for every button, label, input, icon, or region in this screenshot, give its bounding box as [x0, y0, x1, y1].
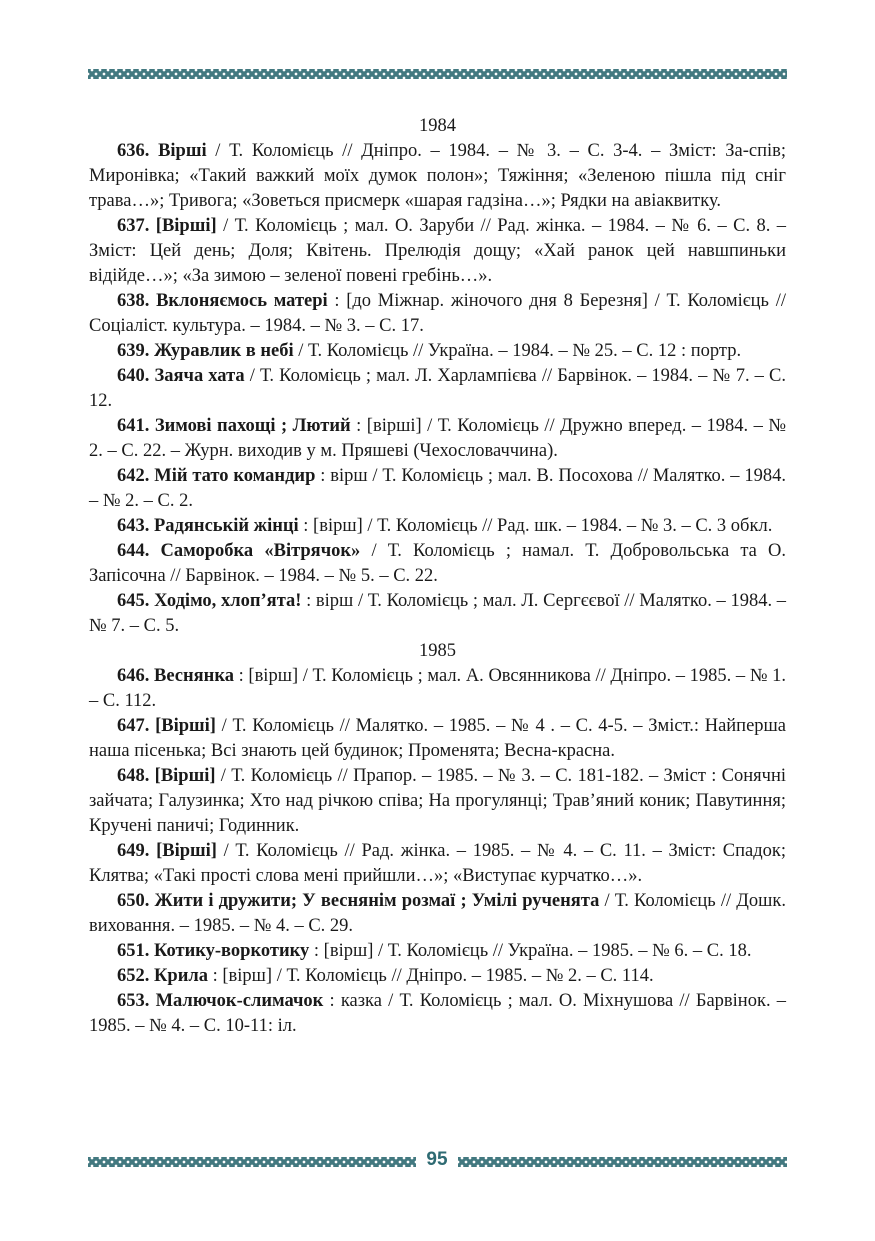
entry-title: Вірші	[158, 141, 207, 161]
bibliography-entry	[89, 939, 786, 964]
bibliography-entry	[89, 664, 786, 714]
entry-title: Зимові пахощі ; Лютий	[154, 416, 351, 436]
entry-title: [Вірші]	[154, 766, 216, 786]
entry-title: Веснянка	[154, 666, 234, 686]
entry-number: 636.	[117, 141, 150, 161]
bibliography-entry	[89, 364, 786, 414]
entry-details: / Т. Коломієць ; намал. Т. Добровольська та О. Запісочна // Барвінок. – 1984. – № 5. – С. 22.	[89, 541, 786, 586]
entry-details: : [вірш] / Т. Коломієць // Україна. – 1985. – № 6. – С. 18.	[309, 941, 752, 961]
entry-title: [Вірші]	[156, 841, 217, 861]
entry-number: 649.	[117, 841, 150, 861]
bibliography-entry	[89, 989, 786, 1039]
entry-details: / Т. Коломієць // Дніпро. – 1984. – № 3. – С. 3-4. – Зміст: За-спів; Миронівка; «Такий важкий моїх думок полон»; Тяжіння; «Зеленою пішла під сніг трава…»; Тривога; «Зоветься присмерк «шарая гадзіна…»; Рядки на авіаквитку.	[89, 141, 787, 211]
bibliography-content	[89, 114, 786, 1039]
entry-title: [Вірші]	[155, 716, 216, 736]
entry-number: 652.	[117, 966, 150, 986]
entry-number: 647.	[117, 716, 150, 736]
entry-details: : [до Міжнар. жіночого дня 8 Березня] / Т. Коломієць // Соціаліст. культура. – 1984. – № 3. – С. 17.	[89, 291, 786, 336]
entry-details: : вірш / Т. Коломієць ; мал. Л. Сергєєвої // Малятко. – 1984. – № 7. – С. 5.	[89, 591, 787, 636]
bottom-ornament-right	[458, 1157, 787, 1167]
entry-details: : казка / Т. Коломієць ; мал. О. Міхнушова // Барвінок. – 1985. – № 4. – С. 10-11: іл.	[89, 991, 787, 1036]
bibliography-entry	[89, 964, 786, 989]
bibliography-entry	[89, 764, 786, 839]
bibliography-entry	[89, 139, 786, 214]
entry-title: Жити і дружити; У веснянім розмаї ; Умілі рученята	[154, 891, 600, 911]
entry-details: : [вірш] / Т. Коломієць ; мал. А. Овсянникова // Дніпро. – 1985. – № 1. – С. 112.	[89, 666, 787, 711]
entry-number: 646.	[117, 666, 150, 686]
entry-number: 650.	[117, 891, 150, 911]
top-ornament-border	[88, 69, 787, 79]
bibliography-entry	[89, 839, 786, 889]
entry-title: Заяча хата	[154, 366, 245, 386]
entry-title: Радянській жінці	[154, 516, 299, 536]
entry-number: 640.	[117, 366, 150, 386]
bibliography-entry	[89, 214, 786, 289]
bibliography-entry	[89, 589, 786, 639]
entry-details: / Т. Коломієць // Рад. жінка. – 1985. – № 4. – С. 11. – Зміст: Спадок; Клятва; «Такі прості слова мені прийшли…»; «Виступає курчатко…».	[89, 841, 787, 886]
entry-number: 641.	[117, 416, 150, 436]
entry-number: 644.	[117, 541, 150, 561]
year-heading: 1984	[419, 116, 456, 136]
bibliography-entry	[89, 339, 786, 364]
entry-title: Журавлик в небі	[154, 341, 294, 361]
bibliography-entry	[89, 714, 786, 764]
entry-details: : [вірші] / Т. Коломієць // Дружно вперед. – 1984. – № 2. – С. 22. – Журн. виходив у м. Пряшеві (Чехословаччина).	[89, 416, 786, 461]
entry-number: 643.	[117, 516, 150, 536]
entry-title: Саморобка «Вітрячок»	[160, 541, 361, 561]
entry-details: / Т. Коломієць ; мал. Л. Харлампієва // Барвінок. – 1984. – № 7. – С. 12.	[89, 366, 787, 411]
entry-details: : вірш / Т. Коломієць ; мал. В. Посохова // Малятко. – 1984. – № 2. – С. 2.	[89, 466, 786, 511]
entry-number: 645.	[117, 591, 150, 611]
entry-details: / Т. Коломієць ; мал. О. Заруби // Рад. жінка. – 1984. – № 6. – С. 8. – Зміст: Цей день; Доля; Квітень. Прелюдія дощу; «Хай ранок цей навшпиньки відійде…»; «За зимою – зеленої повені гребінь…».	[89, 216, 787, 286]
bottom-ornament-left	[88, 1157, 416, 1167]
entry-details: / Т. Коломієць // Україна. – 1984. – № 25. – С. 12 : портр.	[293, 341, 742, 361]
bibliography-entry	[89, 464, 786, 514]
bibliography-entry	[89, 889, 786, 939]
entry-number: 639.	[117, 341, 150, 361]
entry-number: 642.	[117, 466, 150, 486]
entry-title: Мій тато командир	[154, 466, 316, 486]
entry-number: 651.	[117, 941, 150, 961]
entry-title: [Вірші]	[155, 216, 217, 236]
bibliography-entry	[89, 289, 786, 339]
entry-title: Вклоняємось матері	[156, 291, 328, 311]
entry-title: Ходімо, хлоп’ята!	[154, 591, 302, 611]
entry-details: / Т. Коломієць // Дошк. виховання. – 1985. – № 4. – С. 29.	[89, 891, 786, 936]
entry-details: / Т. Коломієць // Малятко. – 1985. – № 4 . – С. 4-5. – Зміст.: Найперша наша пісенька; Всі знають цей будинок; Променята; Весна-красна.	[89, 716, 786, 761]
entry-title: Котику-воркотику	[154, 941, 310, 961]
entry-number: 653.	[117, 991, 150, 1011]
bibliography-entry	[89, 514, 786, 539]
bibliography-entry	[89, 414, 786, 464]
entry-title: Крила	[154, 966, 208, 986]
entry-number: 648.	[117, 766, 150, 786]
bibliography-entry	[89, 539, 786, 589]
entry-details: : [вірш] / Т. Коломієць // Дніпро. – 1985. – № 2. – С. 114.	[208, 966, 654, 986]
entry-title: Малючок-слимачок	[155, 991, 324, 1011]
entry-number: 638.	[117, 291, 150, 311]
year-heading: 1985	[419, 641, 456, 661]
entry-details: / Т. Коломієць // Прапор. – 1985. – № 3. – С. 181-182. – Зміст : Сонячні зайчата; Галузинка; Хто над річкою співа; На прогулянці; Трав’яний коник; Павутиння; Кручені паничі; Годинник.	[89, 766, 786, 836]
page-number: 95	[426, 1149, 448, 1170]
entry-number: 637.	[117, 216, 150, 236]
entry-details: : [вірш] / Т. Коломієць // Рад. шк. – 1984. – № 3. – С. 3 обкл.	[298, 516, 773, 536]
